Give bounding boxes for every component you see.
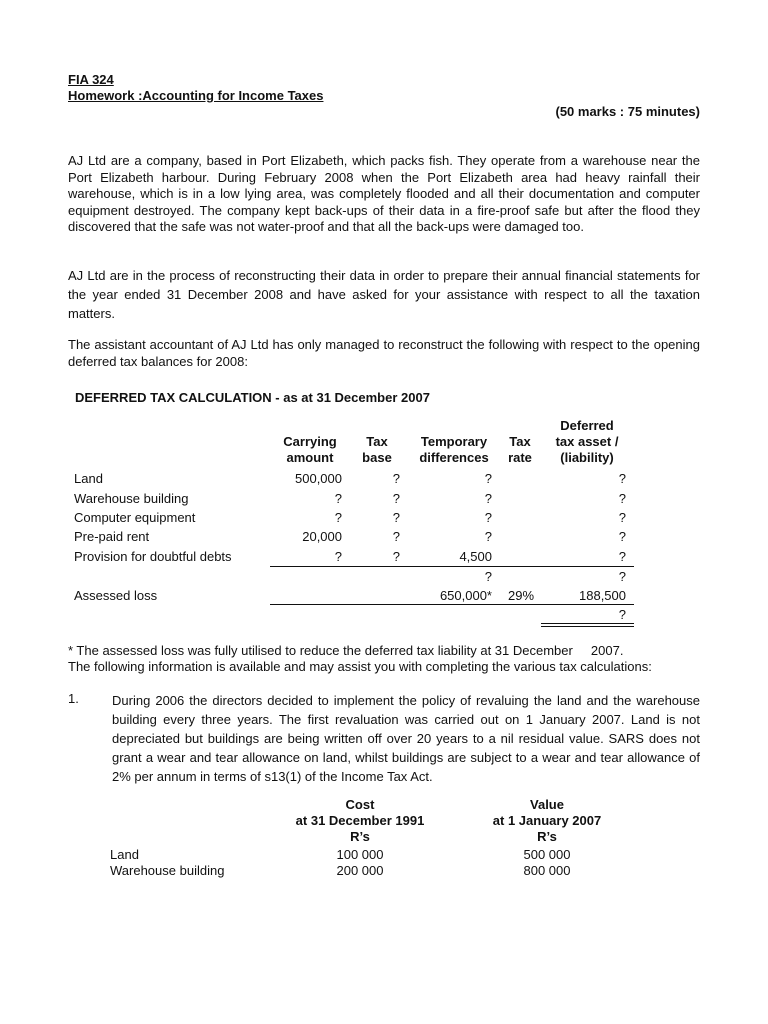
assessed-loss-label: Assessed loss: [74, 588, 158, 603]
row-tax-base: ?: [392, 549, 400, 564]
item-number: 1.: [68, 691, 79, 706]
col-header-line: Tax: [366, 434, 388, 449]
row-label: Pre-paid rent: [74, 529, 150, 544]
grand-total-deferred: ?: [618, 607, 626, 622]
cost-row-cost: 200 000: [336, 863, 384, 878]
row-deferred: ?: [618, 491, 626, 506]
table-title: DEFERRED TAX CALCULATION - as at 31 December 2007: [75, 390, 430, 405]
row-deferred: ?: [618, 471, 626, 486]
row-tax-base: ?: [392, 491, 400, 506]
value-header: [467, 797, 627, 845]
cost-row-value: 500 000: [523, 847, 571, 862]
row-temporary: ?: [484, 491, 492, 506]
row-deferred: ?: [618, 510, 626, 525]
col-header-line: (liability): [560, 450, 614, 465]
row-tax-base: ?: [392, 471, 400, 486]
reconstruct-paragraph: AJ Ltd are in the process of reconstructing their data in order to prepare their annual financial statements for the year ended 31 December 2008 and have asked for your assistance with respect to all the taxation matters.: [68, 268, 700, 321]
col-header-tax-rate: [500, 434, 540, 466]
course-code: FIA 324: [68, 72, 114, 87]
row-label: Computer equipment: [74, 510, 196, 525]
row-carrying: 20,000: [302, 529, 342, 544]
cost-row-label: Land: [110, 847, 139, 862]
assessed-loss-temporary: 650,000*: [439, 588, 492, 603]
assessed-loss-rate: 29%: [508, 588, 535, 603]
cost-row-cost: 100 000: [336, 847, 384, 862]
col-header-line: amount: [286, 450, 334, 465]
col-header-line: Carrying: [283, 434, 337, 449]
col-header-line: Tax: [509, 434, 531, 449]
item-1-text: During 2006 the directors decided to implement the policy of revaluing the land and the warehouse building every three years. The first revaluation was carried out on 1 January 2007. Land is not depreciated but buildings are being written off over 20 years to a nil residual value. SARS does not grant a wear and tear allowance on land, whilst buildings are subject to a wear and tear allowance of 2% per annum in terms of s13(1) of the Income Tax Act.: [112, 693, 700, 784]
value-header-line: at 1 January 2007: [492, 813, 602, 828]
row-carrying: 500,000: [295, 471, 342, 486]
col-header-line: Temporary: [420, 434, 488, 449]
row-deferred: ?: [618, 529, 626, 544]
cost-header-line: R’s: [350, 829, 370, 844]
row-label: Land: [74, 471, 103, 486]
row-carrying: ?: [334, 510, 342, 525]
footnote: * The assessed loss was fully utilised to reduce the deferred tax liability at 31 December 2007.: [68, 643, 624, 658]
row-temporary: 4,500: [459, 549, 492, 564]
assistant-paragraph: The assistant accountant of AJ Ltd has only managed to reconstruct the following with respect to the opening deferred tax balances for 2008:: [68, 337, 700, 369]
subtotal-deferred: ?: [618, 569, 626, 584]
row-tax-base: ?: [392, 529, 400, 544]
row-temporary: ?: [484, 471, 492, 486]
col-header-line: Deferred: [560, 418, 614, 433]
value-header-line: R’s: [537, 829, 557, 844]
row-label: Warehouse building: [74, 491, 189, 506]
value-header-line: Value: [530, 797, 564, 812]
col-header-line: differences: [419, 450, 489, 465]
double-rule-bottom: [541, 626, 634, 627]
cost-header-line: Cost: [345, 797, 375, 812]
row-temporary: ?: [484, 529, 492, 544]
col-header-line: base: [362, 450, 392, 465]
assessed-loss-deferred: 188,500: [579, 588, 626, 603]
subtotal-temporary: ?: [484, 569, 492, 584]
info-line: The following information is available and may assist you with completing the various tax calculations:: [68, 659, 652, 674]
cost-header-line: at 31 December 1991: [295, 813, 425, 828]
table-rule: [270, 604, 634, 605]
marks-time: (50 marks : 75 minutes): [555, 104, 700, 119]
col-header-tax-base: [352, 434, 402, 466]
row-label: Provision for doubtful debts: [74, 549, 232, 564]
cost-row-value: 800 000: [523, 863, 571, 878]
row-deferred: ?: [618, 549, 626, 564]
homework-title: Homework :Accounting for Income Taxes: [68, 88, 324, 103]
row-temporary: ?: [484, 510, 492, 525]
double-rule-top: [541, 623, 634, 624]
row-tax-base: ?: [392, 510, 400, 525]
col-header-carrying: [270, 434, 350, 466]
row-carrying: ?: [334, 491, 342, 506]
intro-paragraph: AJ Ltd are a company, based in Port Elizabeth, which packs fish. They operate from a warehouse near the Port Elizabeth harbour. During February 2008 when the Port Elizabeth area had heavy rainfall their warehouse, which is in a low lying area, was completely flooded and all their documentation and computer equipment destroyed. The company kept back-ups of their data in a fire-proof safe but after the flood they discovered that the safe was not water-proof and that all the back-ups were damaged too.: [68, 153, 700, 234]
row-carrying: ?: [334, 549, 342, 564]
col-header-line: rate: [508, 450, 532, 465]
table-rule: [270, 566, 634, 567]
cost-row-label: Warehouse building: [110, 863, 225, 878]
cost-header: [280, 797, 440, 845]
col-header-line: tax asset /: [555, 434, 619, 449]
col-header-deferred: [544, 418, 630, 466]
col-header-temporary: [408, 434, 500, 466]
